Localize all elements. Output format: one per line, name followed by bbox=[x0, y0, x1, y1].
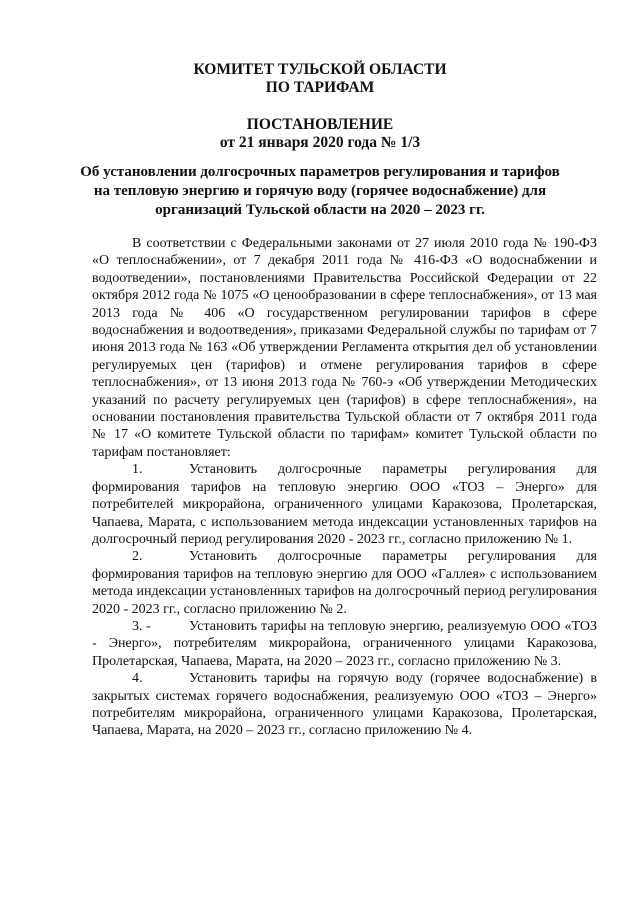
item-text: Установить тарифы на горячую воду (горячее водоснабжение) в закрытых системах горячего водоснабжения, реализуемую ООО «ТОЗ – Энерго» потребителям микрорайона, ограниченного улицами Каракозова, Пролетарская, Чапаева, Марата, на 2020 – 2023 гг., согласно приложению № 4. bbox=[92, 671, 597, 739]
document-type: ПОСТАНОВЛЕНИЕ bbox=[246, 116, 394, 133]
organization-header bbox=[0, 61, 640, 97]
item-number: 3. - bbox=[132, 618, 151, 634]
list-item-1 bbox=[92, 461, 597, 548]
item-text: Установить тарифы на тепловую энергию, реализуемую ООО «ТОЗ - Энерго», потребителям микрорайона, ограниченного улицами Каракозова, Пролетарская, Чапаева, Марата, на 2020 – 2023 гг., согласно приложению № 3. bbox=[92, 618, 597, 669]
list-item-3 bbox=[92, 618, 597, 670]
subject-line2: на тепловую энергию и горячую воду (горячее водоснабжение) для bbox=[93, 183, 547, 199]
document-subject bbox=[0, 163, 640, 220]
list-item-4 bbox=[92, 670, 597, 740]
preamble-paragraph: В соответствии с Федеральными законами от 27 июля 2010 года № 190-ФЗ «О теплоснабжении», от 7 декабря 2011 года № 416-ФЗ «О водоснабжении и водоотведении», постановлениями Правительства Российской Федерации от 22 октября 2012 года № 1075 «О ценообразовании в сфере теплоснабжения», от 13 мая 2013 года № 406 «О государственном регулировании тарифов в сфере водоснабжения и водоотведения», приказами Федеральной службы по тарифам от 7 июня 2013 года № 163 «Об утверждении Регламента открытия дел об установлении регулируемых цен (тарифов) и отмене регулирования тарифов в сфере теплоснабжения», от 13 июня 2013 года № 760-э «Об утверждении Методических указаний по расчету регулируемых цен (тарифов) в сфере теплоснабжения», на основании постановления правительства Тульской области от 7 октября 2011 года № 17 «О комитете Тульской области по тарифам» комитет Тульской области по тарифам постановляет: bbox=[92, 236, 597, 460]
item-text: Установить долгосрочные параметры регулирования для формирования тарифов на тепловую энергию ООО «ТОЗ – Энерго» для потребителей микрорайона, ограниченного улицами Каракозова, Пролетарская, Чапаева, Марата, с использованием метода индексации установленных тарифов на долгосрочный период регулирования 2020 - 2023 гг., согласно приложению № 1. bbox=[92, 462, 597, 547]
subject-line1: Об установлении долгосрочных параметров регулирования и тарифов bbox=[80, 164, 560, 180]
organization-name-line1: КОМИТЕТ ТУЛЬСКОЙ ОБЛАСТИ bbox=[193, 61, 447, 78]
list-item-2 bbox=[92, 548, 597, 618]
item-number: 4. bbox=[132, 671, 143, 687]
document-body bbox=[92, 235, 597, 740]
document-title-block bbox=[0, 116, 640, 152]
item-number: 2. bbox=[132, 549, 143, 565]
item-number: 1. bbox=[132, 462, 143, 478]
document-date-number: от 21 января 2020 года № 1/3 bbox=[219, 134, 421, 151]
item-text: Установить долгосрочные параметры регулирования для формирования тарифов на тепловую энергию для ООО «Галлея» с использованием метода индексации установленных тарифов на долгосрочный период регулирования 2020 - 2023 гг., согласно приложению № 2. bbox=[92, 549, 597, 617]
subject-line3: организаций Тульской области на 2020 – 2023 гг. bbox=[155, 202, 485, 218]
organization-name-line2: ПО ТАРИФАМ bbox=[265, 79, 375, 96]
